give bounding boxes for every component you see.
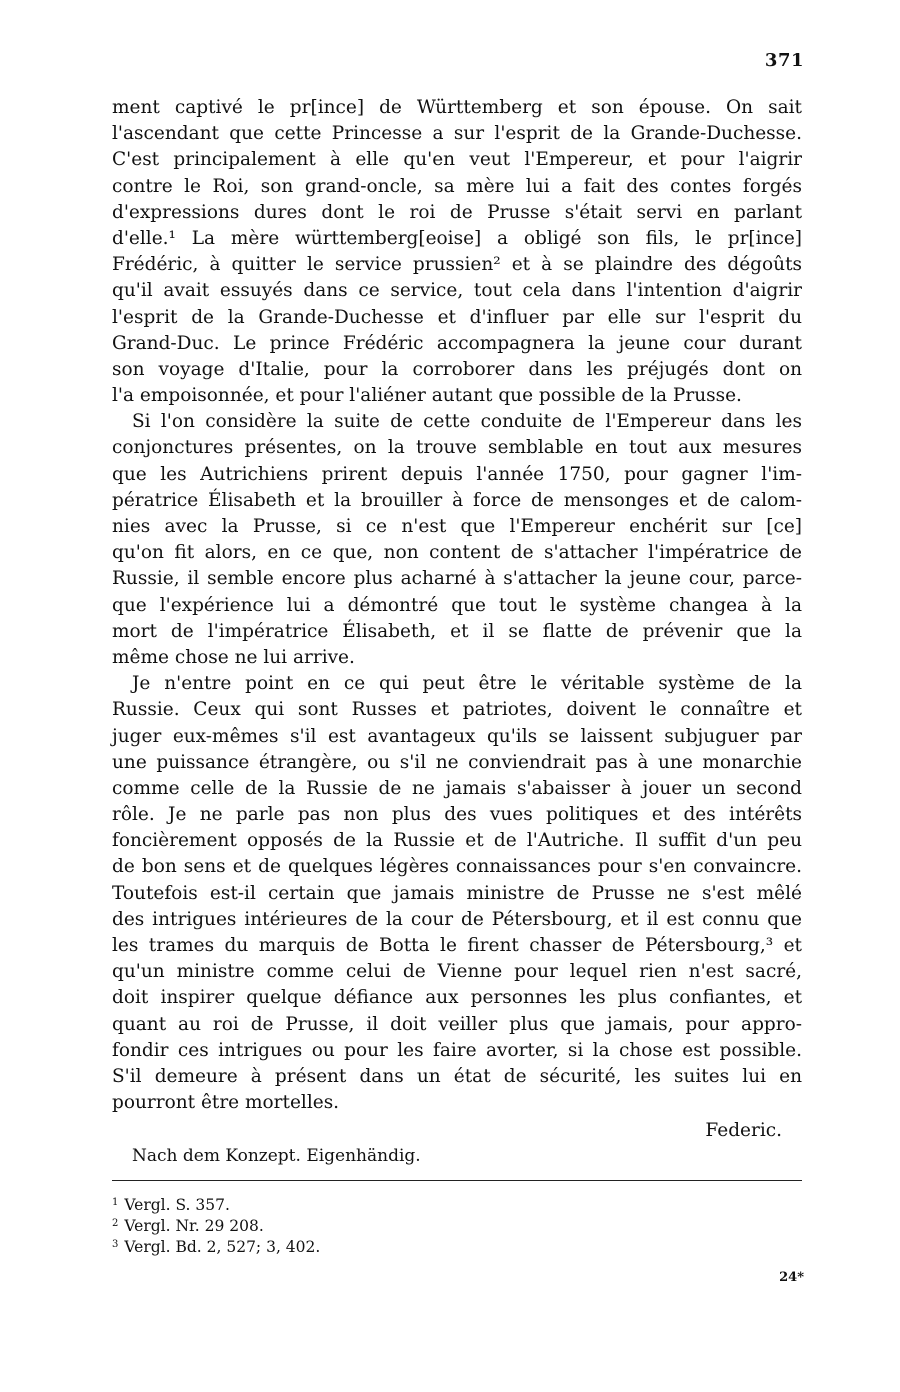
text-line: quant au roi de Prusse, il doit veiller plus que jamais, pour appro-	[112, 1013, 802, 1035]
text-line: une puissance étrangère, ou s'il ne conviendrait pas à une monarchie	[112, 751, 802, 773]
text-line: juger eux-mêmes s'il est avantageux qu'ils se laissent subjuguer par	[112, 725, 802, 747]
text-line: ment captivé le pr[ince] de Württemberg et son épouse. On sait	[112, 97, 802, 118]
text-line: que les Autrichiens prirent depuis l'année 1750, pour gagner l'im-	[112, 463, 802, 485]
footnote-marker: 3	[112, 1239, 119, 1250]
footnote	[112, 1192, 802, 1213]
text-line: contre le Roi, son grand-oncle, sa mère lui a fait des contes forgés	[112, 175, 802, 197]
text-line: pourront être mortelles.	[112, 1092, 340, 1114]
footnote-marker: 1	[112, 1197, 119, 1208]
text-line: qu'on fit alors, en ce que, non content de s'attacher l'impératrice de	[112, 542, 802, 564]
text-line: rôle. Je ne parle pas non plus des vues politiques et des intérêts	[112, 804, 802, 826]
text-line: que l'expérience lui a démontré que tout le système changea à la	[112, 594, 802, 616]
text-line: des intrigues intérieures de la cour de Pétersbourg, et il est connu que	[112, 908, 802, 930]
text-line: mort de l'impératrice Élisabeth, et il se flatte de prévenir que la	[112, 620, 802, 642]
text-line: Frédéric, à quitter le service prussien² et à se plaindre des dégoûts	[112, 254, 802, 276]
text-line: qu'un ministre comme celui de Vienne pour lequel rien n'est sacré,	[112, 961, 802, 983]
text-line: les trames du marquis de Botta le firent chasser de Pétersbourg,³ et	[112, 935, 802, 956]
text-line: Toutefois est-il certain que jamais ministre de Prusse ne s'est mêlé	[112, 882, 802, 904]
footnote	[112, 1213, 802, 1234]
text-line: l'ascendant que cette Princesse a sur l'esprit de la Grande-Duchesse.	[112, 123, 802, 145]
printer-signature-mark: 24*	[779, 1270, 804, 1285]
body-text	[112, 95, 802, 1116]
footnote-text: Vergl. S. 357.	[124, 1196, 230, 1214]
text-line: pératrice Élisabeth et la brouiller à force de mensonges et de calom-	[112, 489, 802, 511]
footnote-marker: 2	[112, 1218, 119, 1229]
text-line: son voyage d'Italie, pour la corroborer dans les préjugés dont on	[112, 358, 802, 380]
text-line: comme celle de la Russie de ne jamais s'abaisser à jouer un second	[112, 777, 802, 799]
text-line: Si l'on considère la suite de cette conduite de l'Empereur dans les	[132, 411, 802, 433]
text-line: C'est principalement à elle qu'en veut l'Empereur, et pour l'aigrir	[112, 149, 802, 171]
signature: Federic.	[705, 1120, 782, 1141]
page-number: 371	[764, 50, 804, 71]
text-line: doit inspirer quelque défiance aux personnes les plus confiantes, et	[112, 987, 802, 1009]
text-line: nies avec la Prusse, si ce n'est que l'Empereur enchérit sur [ce]	[112, 516, 802, 537]
text-line: Russie. Ceux qui sont Russes et patriotes, doivent le connaître et	[112, 699, 802, 721]
footnote-divider	[112, 1180, 802, 1181]
text-line: d'elle.¹ La mère württemberg[eoise] a obligé son fils, le pr[ince]	[112, 227, 802, 249]
footnotes	[112, 1192, 802, 1255]
text-line: qu'il avait essuyés dans ce service, tout cela dans l'intention d'aigrir	[112, 280, 802, 302]
text-line: S'il demeure à présent dans un état de sécurité, les suites lui en	[112, 1065, 802, 1087]
text-line: d'expressions dures dont le roi de Prusse s'était servi en parlant	[112, 201, 802, 223]
footnote-text: Vergl. Bd. 2, 527; 3, 402.	[124, 1238, 321, 1256]
footnote-text: Vergl. Nr. 29 208.	[124, 1217, 264, 1235]
source-note: Nach dem Konzept. Eigenhändig.	[132, 1146, 421, 1166]
text-line: Grand-Duc. Le prince Frédéric accompagnera la jeune cour durant	[112, 332, 802, 354]
text-line: Je n'entre point en ce qui peut être le véritable système de la	[132, 673, 802, 695]
text-line: de bon sens et de quelques légères connaissances pour s'en convaincre.	[112, 856, 802, 878]
text-line: conjonctures présentes, on la trouve semblable en tout aux mesures	[112, 437, 802, 459]
text-line: l'a empoisonnée, et pour l'aliéner autant que possible de la Prusse.	[112, 385, 742, 407]
text-line: Russie, il semble encore plus acharné à s'attacher la jeune cour, parce-	[112, 568, 802, 590]
text-line: l'esprit de la Grande-Duchesse et d'influer par elle sur l'esprit du	[112, 306, 802, 328]
text-line: foncièrement opposés de la Russie et de l'Autriche. Il suffit d'un peu	[112, 830, 802, 852]
text-line: fondir ces intrigues ou pour les faire avorter, si la chose est possible.	[112, 1039, 802, 1061]
footnote	[112, 1234, 802, 1255]
text-line: même chose ne lui arrive.	[112, 646, 355, 668]
